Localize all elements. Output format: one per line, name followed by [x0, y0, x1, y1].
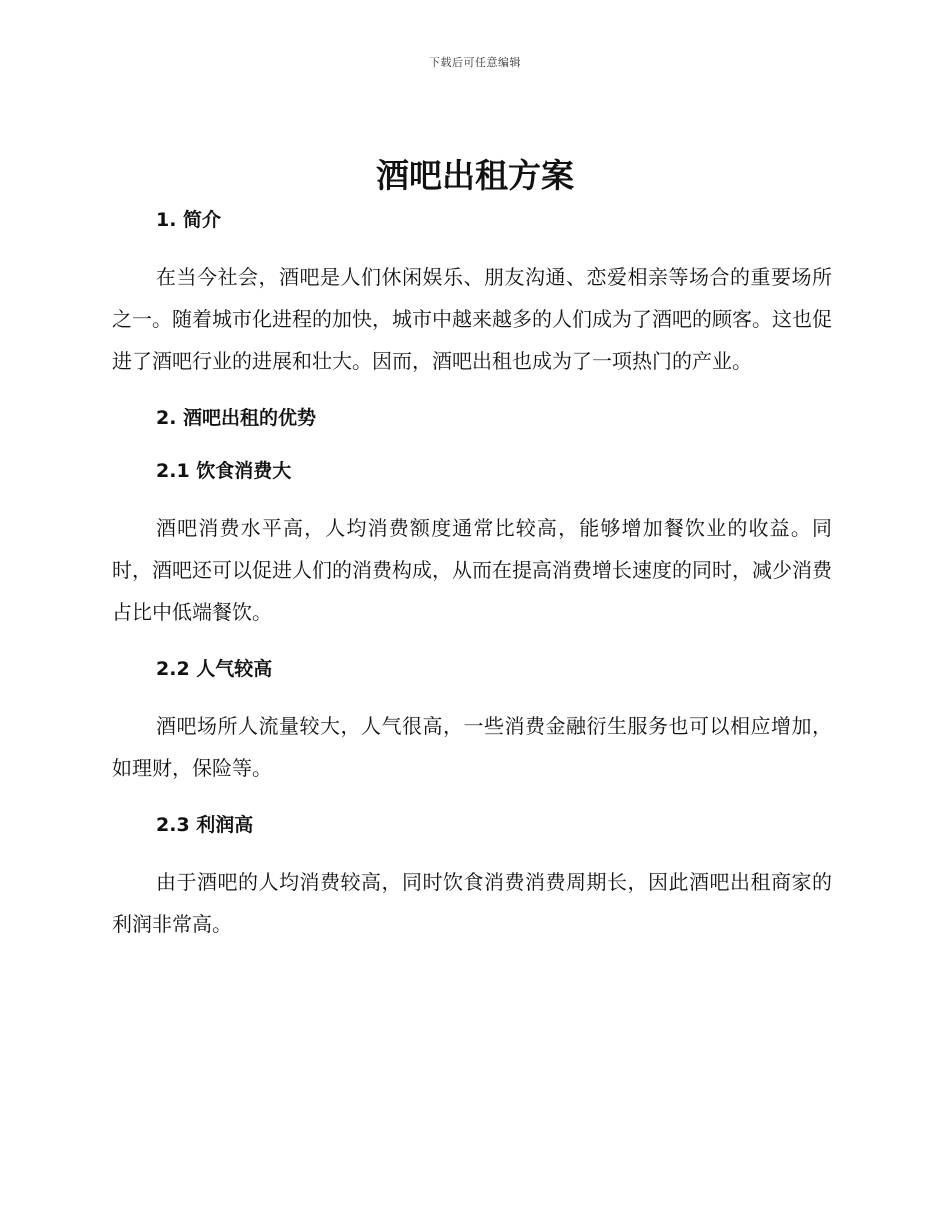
- document-body: [112, 203, 832, 945]
- header-note: 下载后可任意编辑: [429, 56, 521, 69]
- section-heading-advantages: 2. 酒吧出租的优势: [156, 407, 317, 429]
- section-heading-popularity: 2.2 人气较高: [156, 658, 273, 680]
- section-heading-intro: 1. 简介: [156, 209, 222, 231]
- document-title: 酒吧出租方案: [376, 156, 574, 195]
- section-heading-consumption: 2.1 饮食消费大: [156, 460, 292, 482]
- section-paragraph-popularity: 酒吧场所人流量较大，人气很高，一些消费金融衍生服务也可以相应增加，如理财，保险等。: [112, 714, 832, 780]
- section-heading-profit: 2.3 利润高: [156, 814, 254, 836]
- section-paragraph-intro: 在当今社会，酒吧是人们休闲娱乐、朋友沟通、恋爱相亲等场合的重要场所之一。随着城市化进程的加快，城市中越来越多的人们成为了酒吧的顾客。这也促进了酒吧行业的进展和壮大。因而，酒吧出租也成为了一项热门的产业。: [112, 265, 832, 373]
- section-paragraph-consumption: 酒吧消费水平高，人均消费额度通常比较高，能够增加餐饮业的收益。同时，酒吧还可以促进人们的消费构成，从而在提高消费增长速度的同时，减少消费占比中低端餐饮。: [112, 516, 832, 624]
- section-paragraph-profit: 由于酒吧的人均消费较高，同时饮食消费消费周期长，因此酒吧出租商家的利润非常高。: [112, 870, 832, 936]
